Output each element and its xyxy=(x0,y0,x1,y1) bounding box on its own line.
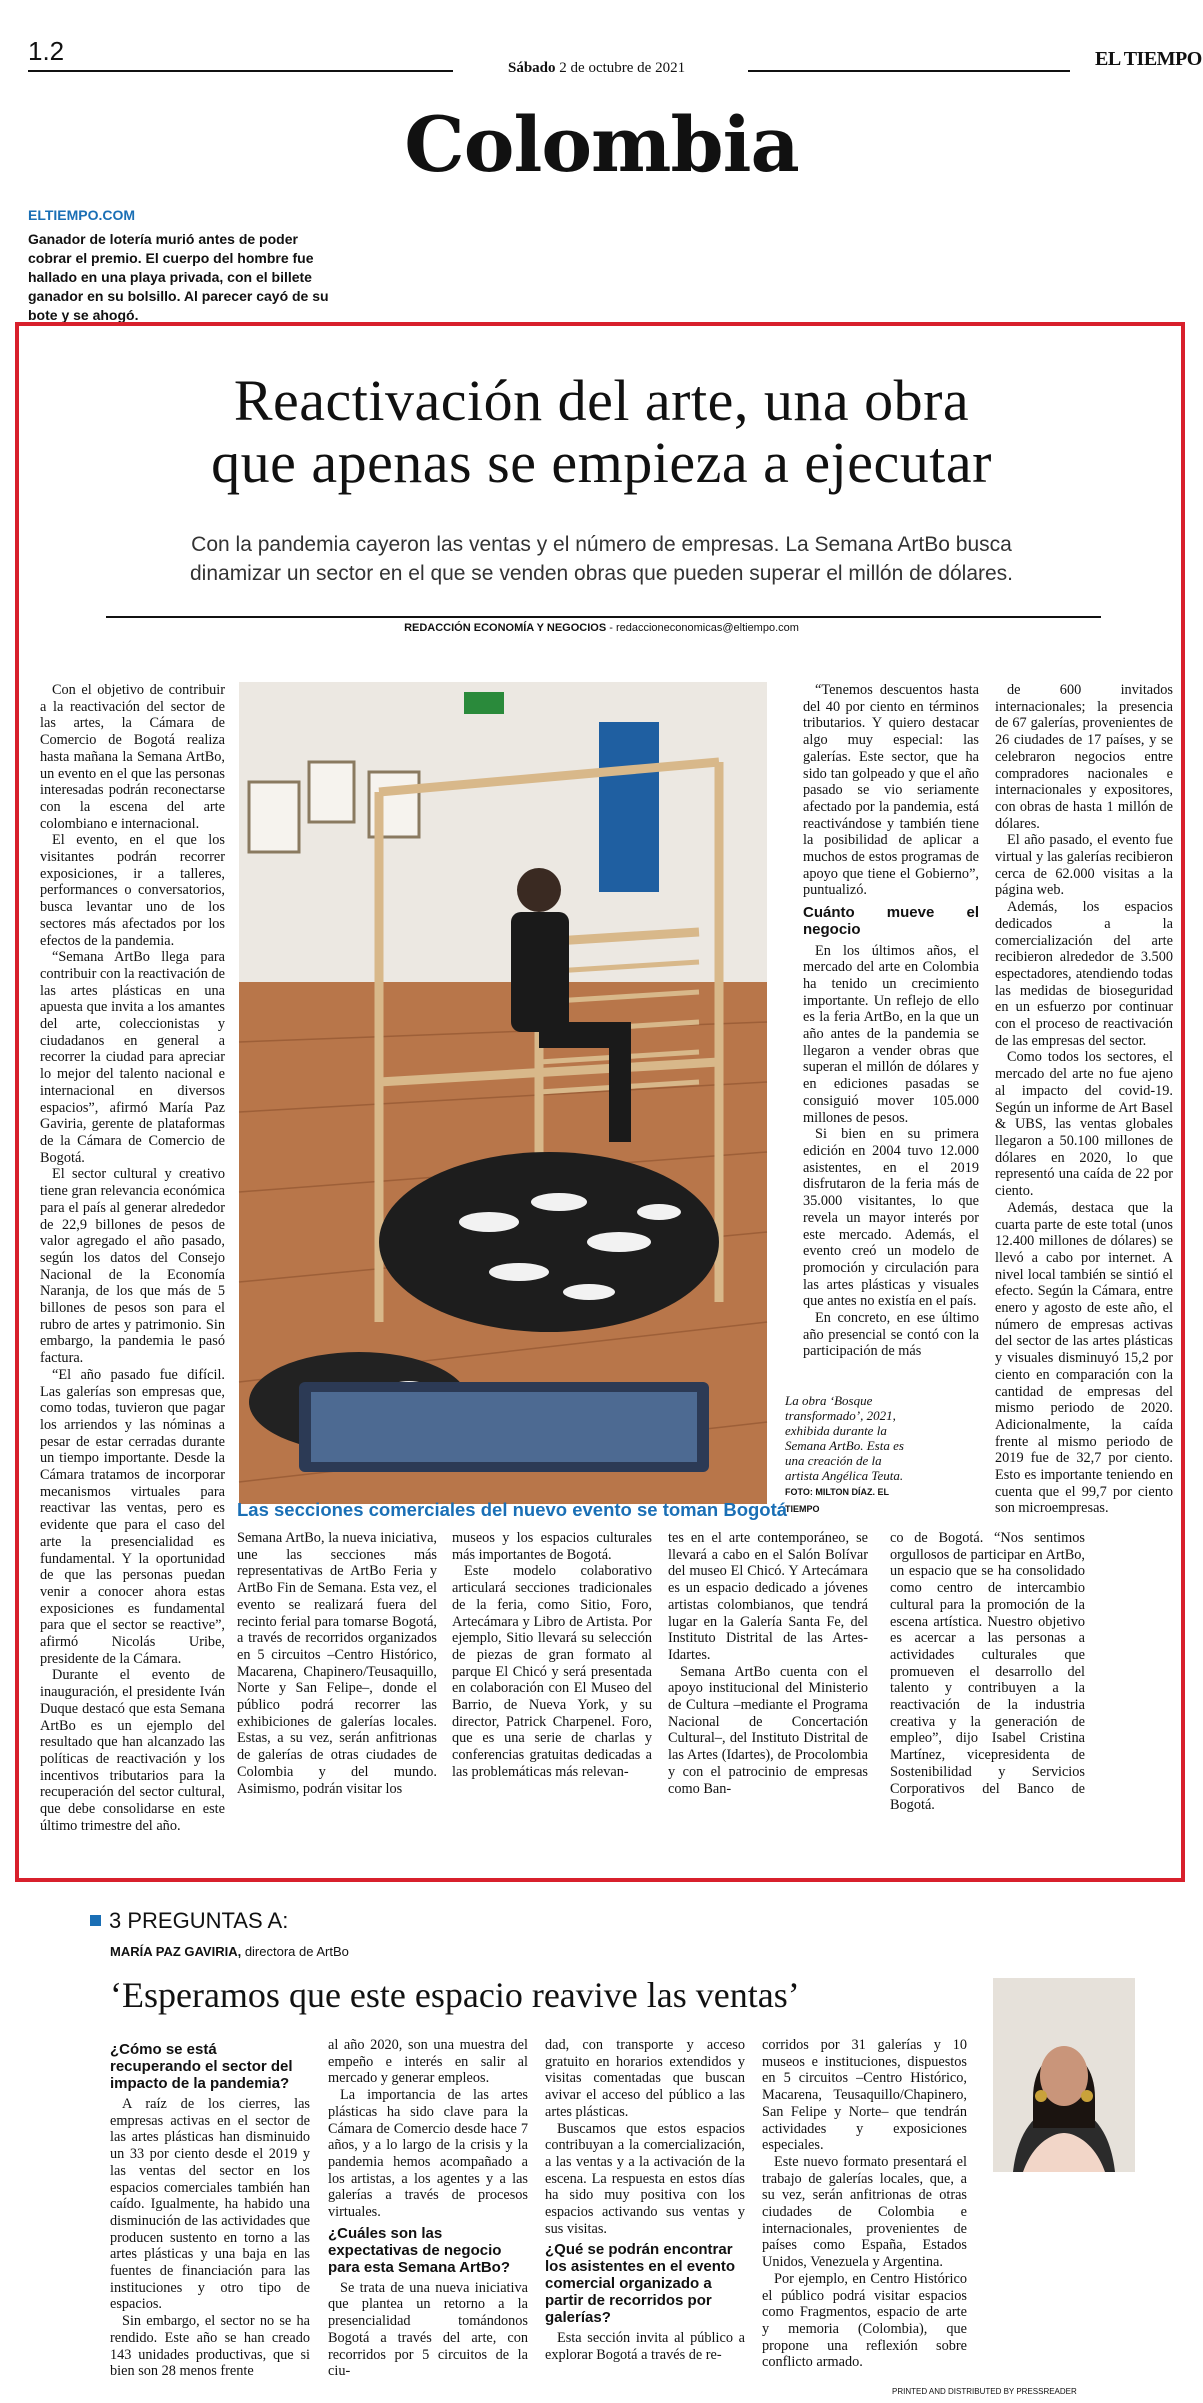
paragraph: “Semana ArtBo llega para contribuir con la reactivación de las artes plásticas en una apuesta que invita a los amantes del arte, coleccionistas y ciudadanos en general a recorrer la ciudad para apreciar lo mejor del talento nacional e internacional en diversos espacios”, afirmó María Paz Gaviria, gerente de plataformas de la Cámara de Comercio de Bogotá. xyxy=(40,949,225,1166)
paragraph: El sector cultural y creativo tiene gran relevancia económica para el país al generar alrededor de 22,9 billones de pesos de valor agregado el año pasado, según los datos del Consejo Nacional de la Economía Naranja, de los que más de 5 billones de pesos son para el rubro de artes y patrimonio. Sin embargo, la pandemia le pasó factura. xyxy=(40,1166,225,1367)
sidebar-story-title: Las secciones comerciales del nuevo evento se toman Bogotá xyxy=(237,1499,788,1520)
distribution-badge: PRINTED AND DISTRIBUTED BY PRESSREADER xyxy=(892,2387,1077,2396)
byline-rule xyxy=(106,616,1101,618)
article-deck: Con la pandemia cayeron las ventas y el número de empresas. La Semana ArtBo busca dinamizar un sector en el que se venden obras que pueden superar el millón de dólares. xyxy=(189,533,1014,585)
paragraph: Semana ArtBo, la nueva iniciativa, une las secciones más representativas de ArtBo Feria y ArtBo Fin de Semana. Esta vez, el evento se realizará fuera del recinto ferial para tomarse Bogotá, a través de recorridos organizados en 5 circuitos –Centro Histórico, Macarena, Chapinero/Teusaquillo, Norte y San Felipe–, donde el público podrá recorrer las exhibiciones de galerías locales. Estas, a su vez, serán anfitrionas de galerías de otras ciudades de Colombia y del mundo. Asimismo, podrán visitar los xyxy=(237,1530,437,1797)
photo-caption: La obra ‘Bosque transformado’, 2021, exhibida durante la Semana ArtBo. Esta es una creación de la artista Angélica Teuta. FOTO: MILTON DÍAZ. EL TIEMPO xyxy=(785,1393,904,1514)
qa-headline: ‘Esperamos que este espacio reavive las ventas’ xyxy=(110,1975,800,2015)
qa-column-4 xyxy=(762,2037,967,2382)
paragraph: Si bien en su primera edición en 2004 tuvo 12.000 asistentes, en el 2019 disfrutaron de la feria más de 35.000 visitantes, lo que revela un mayor interés por este mercado. Además, el evento creó un modelo de promoción y circulación para las artes plásticas y visuales que antes no existía en el país. xyxy=(803,1126,979,1310)
paragraph: La importancia de las artes plásticas ha sido clave para la Cámara de Comercio desde hace 7 años, y a lo largo de la crisis y la pandemia hemos acompañado a los artistas, a los agentes y a las galerías a través de procesos virtuales. xyxy=(328,2087,528,2221)
sidebar-column-2 xyxy=(452,1530,652,1865)
qa-column-1 xyxy=(110,2037,310,2382)
paragraph: Además, los espacios dedicados a la comercialización del arte recibieron alrededor de 3.500 espectadores, atendiendo todas las medidas de bioseguridad en un esfuerzo por continuar con el proceso de reactivación de las empresas del sector. xyxy=(995,899,1173,1049)
qa-question: ¿Qué se podrán encontrar los asistentes en el evento comercial organizado a partir de recorridos por galerías? xyxy=(545,2241,736,2327)
qa-interviewee: MARÍA PAZ GAVIRIA, directora de ArtBo xyxy=(110,1944,349,1959)
paragraph: El año pasado, el evento fue virtual y las galerías recibieron cerca de 62.000 visitas a la página web. xyxy=(995,832,1173,899)
sidebar-column-4 xyxy=(890,1530,1085,1865)
paragraph: Sin embargo, el sector no se ha rendido. Este año se han creado 143 unidades productivas, que si bien son 28 menos frente xyxy=(110,2313,310,2380)
paragraph: museos y los espacios culturales más importantes de Bogotá. xyxy=(452,1530,652,1563)
article-photo xyxy=(239,682,767,1504)
paragraph: tes en el arte contemporáneo, se llevará a cabo en el Salón Bolívar del museo El Chicó. Y Artecámara es un espacio dedicado a jóvenes artistas colombianos, que tendrá lugar en la Galería Santa Fe, del Instituto Distrital de las Artes-Idartes. xyxy=(668,1530,868,1663)
paragraph: Con el objetivo de contribuir a la reactivación del sector de las artes, la Cámara de Comercio de Bogotá realiza hasta mañana la Semana ArtBo, un evento en el que las personas interesadas podrán reconectarse con la escena del arte colombiano e internacional. xyxy=(40,682,225,832)
paragraph: Además, destaca que la cuarta parte de este total (unos 12.400 millones de dólares) se llevó a cabo por internet. A nivel local también se sintió el efecto. Según la Cámara, entre enero y agosto de este año, el número de empresas activas del sector de las artes plásticas y visuales disminuyó 15,2 por ciento en comparación con la cantidad de empresas del mismo periodo de 2020. Adicionalmente, la caída frente al mismo periodo de 2019 fue de 32,7 por ciento. Esto es importante teniendo en cuenta que el 99,7 por ciento son microempresas. xyxy=(995,1199,1173,1517)
qa-question: ¿Cómo se está recuperando el sector del impacto de la pandemia? xyxy=(110,2041,293,2092)
paragraph: Este nuevo formato presentará el trabajo de galerías locales, que, a su vez, serán anfitrionas de otras ciudades de Colombia e internacionales, provenientes de países como España, Estados Unidos, Venezuela y Argentina. xyxy=(762,2153,967,2271)
paragraph: dad, con transporte y acceso gratuito en horarios extendidos y visitas comentadas que buscan avivar el acceso del público a las artes plásticas. xyxy=(545,2037,745,2120)
paragraph: Buscamos que estos espacios contribuyan a la comercialización, a las ventas y a la activación de la escena. La respuesta en estos días ha sido muy positiva con los espacios activando sus ventas y sus visitas. xyxy=(545,2120,745,2237)
article-subheading: Cuánto mueve el negocio xyxy=(803,904,979,938)
paragraph: Semana ArtBo cuenta con el apoyo institucional del Ministerio de Cultura –mediante el Programa Nacional de Concertación Cultural–, del Instituto Distrital de las Artes (Idartes), de Procolombia y con el patrocinio de empresas como Ban- xyxy=(668,1663,868,1797)
paragraph: corridos por 31 galerías y 10 museos e instituciones, dispuestos en 5 circuitos –Centro Histórico, Macarena, Teusaquillo/Chapinero, San Felipe y Norte– que tendrán actividades y exposiciones especiales. xyxy=(762,2037,967,2154)
qa-label: 3 PREGUNTAS A: xyxy=(90,1908,288,1934)
site-link[interactable]: ELTIEMPO.COM xyxy=(28,207,136,223)
square-bullet-icon xyxy=(90,1915,101,1926)
paragraph: En concreto, en ese último año presencial se contó con la participación de más xyxy=(803,1310,979,1360)
header-rule-left xyxy=(28,70,453,72)
promo-teaser: Ganador de lotería murió antes de poder cobrar el premio. El cuerpo del hombre fue hallado en una playa privada, con el billete ganador en su bolsillo. Al parecer cayó de su bote y se ahogó. xyxy=(28,231,329,323)
portrait-illustration xyxy=(993,1978,1135,2172)
paragraph: Esta sección invita al público a explorar Bogotá a través de re- xyxy=(545,2330,745,2364)
paragraph: Este modelo colaborativo articulará secciones tradicionales de la feria, como Sitio, Foro, Artecámara y Libro de Artista. Por ejemplo, Sitio llevará su selección de piezas de gran formato al parque El Chicó y será presentada en colaboración con El Museo del Barrio, de Nueva York, y su director, Patrick Charpenel. Foro, que es una serie de charlas y conferencias gratuitas dedicadas a las problemáticas más relevan- xyxy=(452,1563,652,1780)
article-headline: Reactivación del arte, una obra que apenas se empieza a ejecutar xyxy=(211,368,992,495)
section-title: Colombia xyxy=(404,100,799,189)
article-column-2 xyxy=(803,682,979,1382)
paragraph: al año 2020, son una muestra del empeño e interés en salir al mercado y generar empleos. xyxy=(328,2037,528,2087)
byline: REDACCIÓN ECONOMÍA Y NEGOCIOS - redaccioneconomicas@eltiempo.com xyxy=(404,622,799,634)
newspaper-brand: EL TIEMPO xyxy=(1095,48,1202,70)
qa-question: ¿Cuáles son las expectativas de negocio para esta Semana ArtBo? xyxy=(328,2224,511,2276)
artwork-installation-illustration xyxy=(239,682,767,1504)
page-number: 1.2 xyxy=(28,36,65,66)
paragraph: co de Bogotá. “Nos sentimos orgullosos de participar en ArtBo, un espacio que se ha consolidado como centro de intercambio cultural para la promoción de la escena artística. Nuestro objetivo es acercar a las personas a actividades culturales que promueven el desarrollo del talento y contribuyen a la reactivación de la industria creativa y la generación de empleo”, dijo Isabel Cristina Martínez, vicepresidenta de Sostenibilidad y Servicios Corporativos del Banco de Bogotá. xyxy=(890,1530,1085,1814)
paragraph: Se trata de una nueva iniciativa que plantea un retorno a la presencialidad tomándonos Bogotá a través del arte, con recorridos por 5 circuitos de la ciu- xyxy=(328,2279,528,2380)
sidebar-column-3 xyxy=(668,1530,868,1865)
paragraph: “El año pasado fue difícil. Las galerías son empresas que, como todas, tuvieron que pagar los arriendos y las nóminas a pesar de estar cerradas durante un tiempo importante. Desde la Cámara tratamos de incorporar mecanismos virtuales para reactivar las ventas, pero es evidente que para el caso del arte la presencialidad es fundamental. Y la oportunidad de que las personas puedan venir a conocer ahora estas exposiciones es fundamental para que el sector se reactive”, afirmó Nicolás Uribe, presidente de la Cámara. xyxy=(40,1366,225,1667)
paragraph: El evento, en el que los visitantes podrán recorrer exposiciones, ir a talleres, performances o conversatorios, busca levantar uno de los sectores más afectados por los efectos de la pandemia. xyxy=(40,832,225,949)
paragraph: A raíz de los cierres, las empresas activas en el sector de las artes plásticas han disminuido un 33 por ciento desde el 2019 y las ventas del sector en los espacios comerciales también han caído. Igualmente, ha habido una disminución de las actividades que producen sustento en torno a las artes plásticas y una baja en las fuentes de financiación para las instituciones y otro tipo de espacios. xyxy=(110,2096,310,2313)
paragraph: Como todos los sectores, el mercado del arte no fue ajeno al impacto del covid-19. Según un informe de Art Basel & UBS, las ventas globales llegaron a 50.100 millones de dólares en 2020, lo que representó una caída de 22 por ciento. xyxy=(995,1049,1173,1200)
sidebar-column-1 xyxy=(237,1530,437,1865)
qa-column-3 xyxy=(545,2037,745,2382)
paragraph: “Tenemos descuentos hasta del 40 por ciento en términos tributarios. Y quiero destacar algo muy especial: las galerías. Este sector, que ha sido tan golpeado y que el año pasado se vio seriamente afectado por la pandemia, está reactivándose y también tiene la posibilidad de aplicar a muchos de estos programas de apoyo que tiene el Gobierno”, puntualizó. xyxy=(803,682,979,899)
publication-date: Sábado 2 de octubre de 2021 xyxy=(508,60,686,76)
paragraph: Por ejemplo, en Centro Histórico el público podrá visitar espacios como Fragmentos, espacio de arte y memoria (Colombia), que propone una reflexión sobre conflicto armado. xyxy=(762,2270,967,2371)
interviewee-portrait xyxy=(993,1978,1135,2172)
article-column-1 xyxy=(40,682,225,1867)
photo-credit: FOTO: MILTON DÍAZ. EL TIEMPO xyxy=(785,1487,889,1514)
qa-column-2 xyxy=(328,2037,528,2382)
paragraph: de 600 invitados internacionales; la presencia de 67 galerías, provenientes de 26 ciudades de 17 países, y se celebraron negocios entre compradores nacionales e internacionales y expositores, con obras de hasta 1 millón de dólares. xyxy=(995,682,1173,832)
paragraph: En los últimos años, el mercado del arte en Colombia ha tenido un crecimiento importante. Un reflejo de ello es la feria ArtBo, en la que un año antes de la pandemia se llegaron a vender obras que superan el millón de dólares y en ediciones pasadas se consiguió mover 105.000 millones de pesos. xyxy=(803,942,979,1126)
header-rule-right xyxy=(748,70,1070,72)
article-column-3 xyxy=(995,682,1173,1517)
paragraph: Durante el evento de inauguración, el presidente Iván Duque destacó que esta Semana ArtBo es un ejemplo del resultado que han alcanzado las políticas de reactivación y los incentivos tributarios para la recuperación del sector cultural, que debe consolidarse en este último trimestre del año. xyxy=(40,1667,225,1834)
